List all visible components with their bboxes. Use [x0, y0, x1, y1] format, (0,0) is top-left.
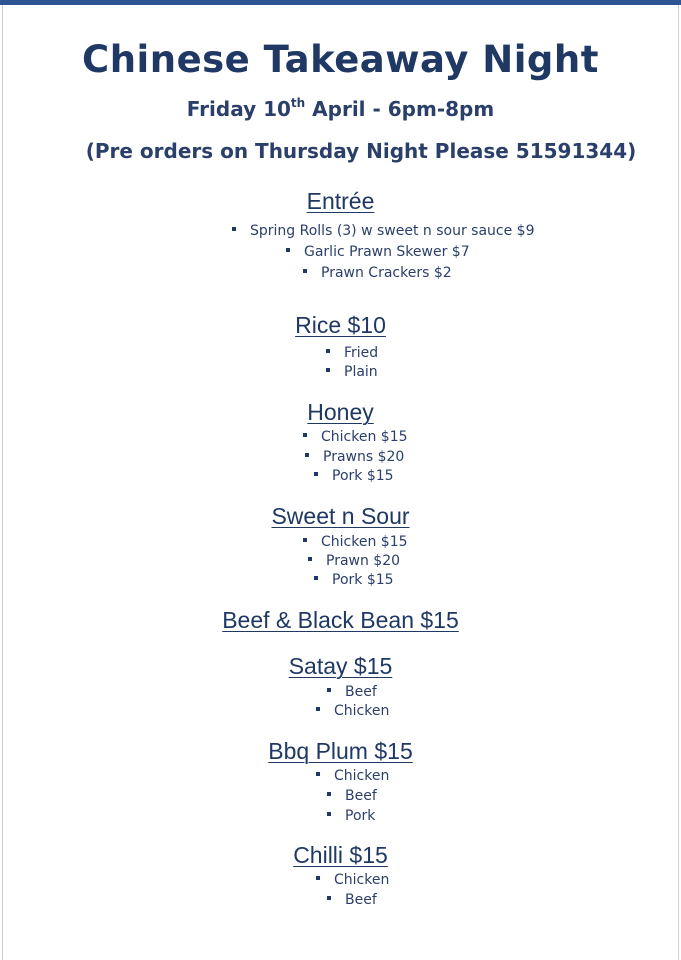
bullet-icon — [314, 472, 318, 476]
menu-item-label: Pork $15 — [332, 572, 394, 588]
section-heading-entree-text: Entrée — [306, 188, 375, 214]
menu-item-label: Prawn $20 — [326, 553, 401, 569]
menu-item — [308, 553, 400, 573]
section-heading-sweet-n-sour — [0, 503, 681, 530]
menu-item — [305, 449, 404, 469]
bullet-icon — [316, 876, 320, 880]
page-title: Chinese Takeaway Night — [82, 38, 599, 81]
bullet-icon — [303, 433, 307, 437]
section-heading-rice — [0, 312, 681, 339]
section-heading-rice-text: Rice $10 — [295, 312, 386, 338]
menu-item — [327, 788, 377, 808]
menu-item — [286, 244, 470, 264]
bullet-icon — [316, 707, 320, 711]
menu-item — [232, 223, 535, 243]
menu-item — [316, 872, 389, 892]
menu-item — [327, 684, 377, 704]
menu-item-label: Chicken $15 — [321, 534, 408, 550]
menu-item — [327, 808, 375, 828]
menu-item-label: Beef — [345, 684, 377, 700]
menu-item-label: Prawn Crackers $2 — [321, 265, 452, 281]
menu-item-label: Prawns $20 — [323, 449, 405, 465]
menu-item-label: Fried — [344, 345, 379, 361]
bullet-icon — [327, 896, 331, 900]
bullet-icon — [326, 368, 330, 372]
bullet-icon — [326, 349, 330, 353]
section-heading-entree — [0, 188, 681, 215]
bullet-icon — [316, 772, 320, 776]
bullet-icon — [327, 812, 331, 816]
event-date — [0, 96, 681, 121]
section-heading-sweet-n-sour-text: Sweet n Sour — [271, 503, 410, 529]
preorder-note: (Pre orders on Thursday Night Please 51591344) — [85, 139, 637, 163]
menu-item — [326, 364, 378, 384]
bullet-icon — [303, 269, 307, 273]
menu-item — [314, 572, 394, 592]
bullet-icon — [232, 227, 236, 231]
menu-item-label: Spring Rolls (3) w sweet n sour sauce $9 — [250, 223, 535, 239]
top-border-rule — [0, 0, 681, 5]
bullet-icon — [305, 453, 309, 457]
section-heading-satay — [0, 653, 681, 680]
bullet-icon — [286, 248, 290, 252]
menu-item-label: Chicken — [334, 872, 390, 888]
menu-item-label: Pork $15 — [332, 468, 394, 484]
menu-item — [327, 892, 377, 912]
menu-item-label: Chicken — [334, 703, 390, 719]
section-heading-honey — [0, 399, 681, 426]
section-heading-bbq-plum — [0, 738, 681, 765]
bullet-icon — [308, 557, 312, 561]
menu-item — [303, 429, 408, 449]
section-heading-honey-text: Honey — [307, 399, 374, 425]
menu-item-label: Beef — [345, 892, 377, 908]
menu-item — [314, 468, 394, 488]
bullet-icon — [303, 538, 307, 542]
section-heading-beef-black-bean — [0, 607, 681, 634]
menu-item — [303, 534, 408, 554]
menu-item — [303, 265, 452, 285]
menu-item — [316, 768, 389, 788]
menu-item-label: Beef — [345, 788, 377, 804]
menu-item-label: Plain — [344, 364, 378, 380]
event-date-prefix: Friday 10 — [186, 97, 291, 121]
section-heading-chilli-text: Chilli $15 — [293, 842, 388, 868]
menu-item-label: Chicken $15 — [321, 429, 408, 445]
section-heading-chilli — [0, 842, 681, 869]
menu-item-label: Garlic Prawn Skewer $7 — [304, 244, 470, 260]
menu-item — [326, 345, 378, 365]
section-heading-bbq-plum-text: Bbq Plum $15 — [268, 738, 413, 764]
section-heading-beef-black-bean-text: Beef & Black Bean $15 — [222, 607, 459, 633]
menu-item — [316, 703, 389, 723]
menu-item-label: Chicken — [334, 768, 390, 784]
section-heading-satay-text: Satay $15 — [288, 653, 393, 679]
menu-item-label: Pork — [345, 808, 376, 824]
bullet-icon — [314, 576, 318, 580]
bullet-icon — [327, 688, 331, 692]
event-date-suffix: April - 6pm-8pm — [305, 97, 495, 121]
event-date-ordinal: th — [290, 96, 306, 110]
bullet-icon — [327, 792, 331, 796]
